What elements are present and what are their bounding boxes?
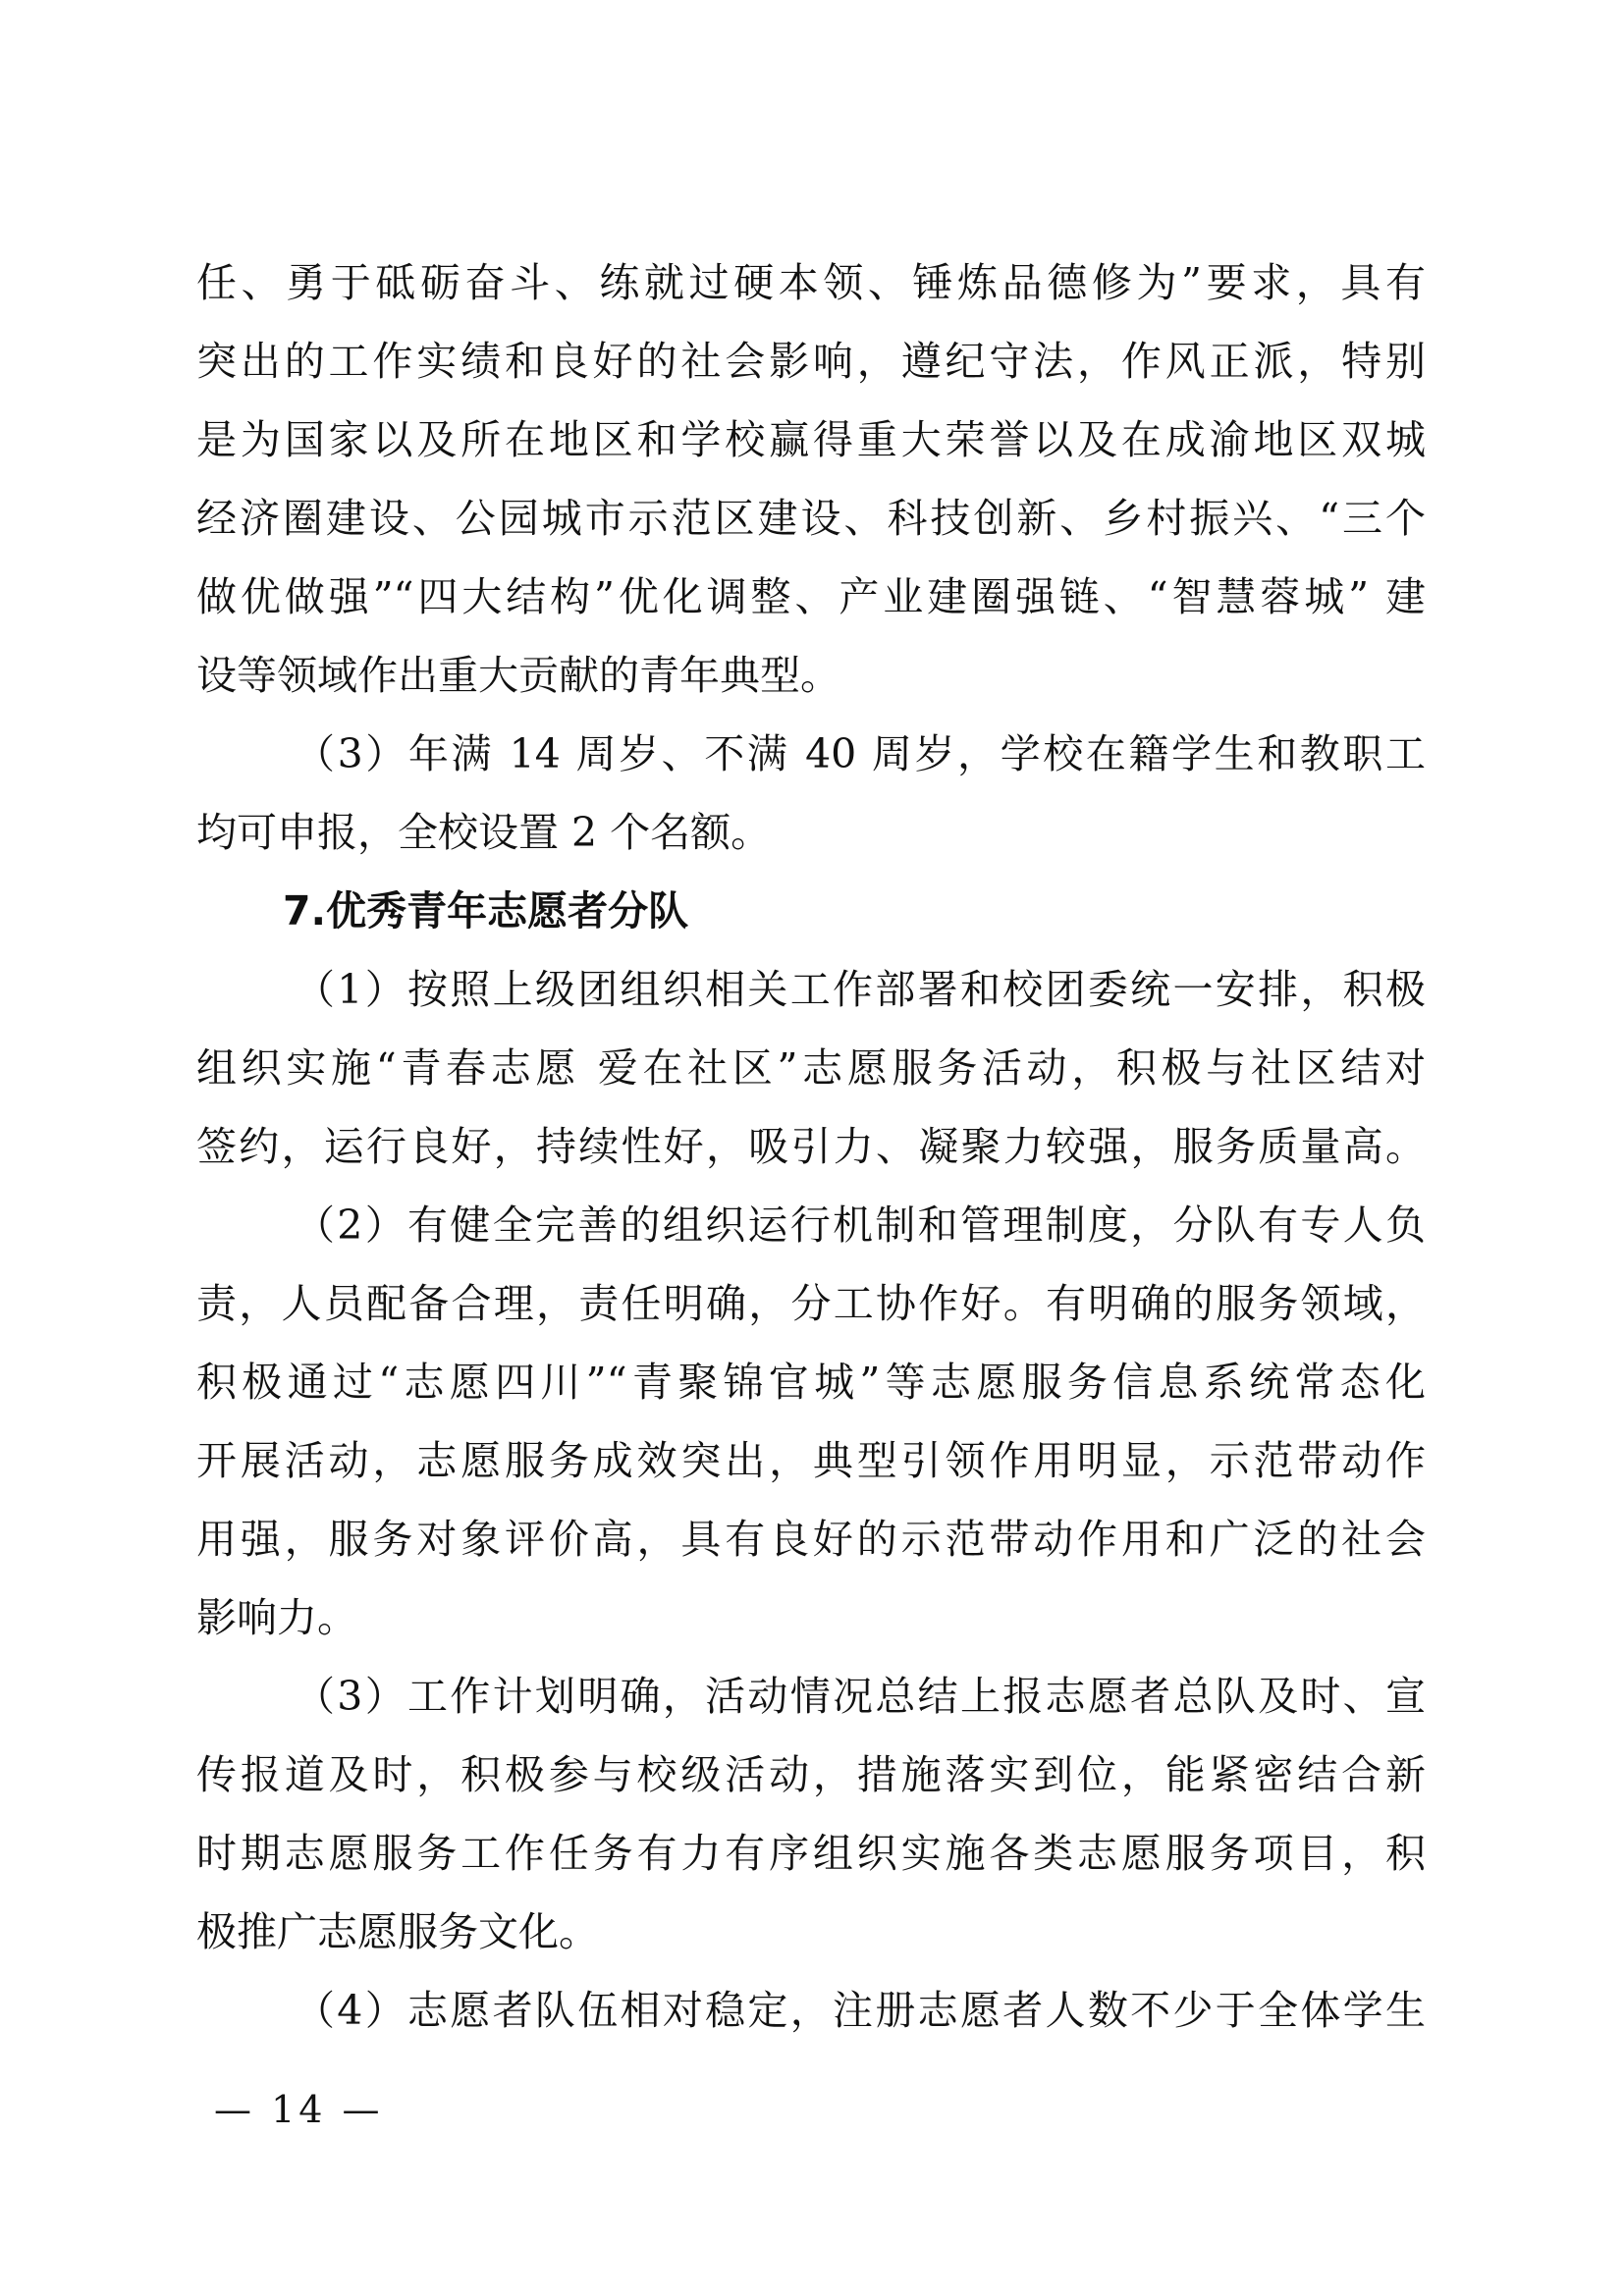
paragraph-line: 组织实施“青春志愿 爱在社区”志愿服务活动，积极与社区结对 (196, 1044, 1426, 1092)
paragraph-line: 传报道及时，积极参与校级活动，措施落实到位，能紧密结合新 (196, 1751, 1426, 1798)
paragraph-line: （1）按照上级团组织相关工作部署和校团委统一安排，积极 (295, 966, 1426, 1013)
paragraph-line: 突出的工作实绩和良好的社会影响，遵纪守法，作风正派，特别 (196, 338, 1426, 385)
paragraph-line: （2）有健全完善的组织运行机制和管理制度，分队有专人负 (295, 1201, 1426, 1249)
paragraph-line: 设等领域作出重大贡献的青年典型。 (196, 652, 840, 699)
paragraph-line: 是为国家以及所在地区和学校赢得重大荣誉以及在成渝地区双城 (196, 416, 1426, 463)
paragraph-line: （3）年满 14 周岁、不满 40 周岁，学校在籍学生和教职工 (295, 730, 1426, 777)
paragraph-line: 积极通过“志愿四川”“青聚锦官城”等志愿服务信息系统常态化 (196, 1359, 1426, 1406)
paragraph-line: 影响力。 (196, 1594, 357, 1641)
paragraph-line: （4）志愿者队伍相对稳定，注册志愿者人数不少于全体学生 (295, 1987, 1426, 2034)
section-heading: 7.优秀青年志愿者分队 (283, 887, 689, 934)
paragraph-line: 做优做强”“四大结构”优化调整、产业建圈强链、“智慧蓉城” 建 (196, 573, 1426, 620)
paragraph-line: 签约，运行良好，持续性好，吸引力、凝聚力较强，服务质量高。 (196, 1123, 1426, 1170)
paragraph-line: 均可申报，全校设置 2 个名额。 (196, 809, 772, 856)
paragraph-line: 时期志愿服务工作任务有力有序组织实施各类志愿服务项目，积 (196, 1830, 1426, 1877)
paragraph-line: （3）工作计划明确，活动情况总结上报志愿者总队及时、宣 (295, 1673, 1426, 1720)
paragraph-line: 开展活动，志愿服务成效突出，典型引领作用明显，示范带动作 (196, 1437, 1426, 1484)
body-text (196, 243, 1426, 2050)
paragraph-line: 经济圈建设、公园城市示范区建设、科技创新、乡村振兴、“三个 (196, 495, 1426, 542)
paragraph-line: 极推广志愿服务文化。 (196, 1908, 599, 1955)
paragraph-line: 用强，服务对象评价高，具有良好的示范带动作用和广泛的社会 (196, 1516, 1426, 1563)
paragraph-line: 任、勇于砥砺奋斗、练就过硬本领、锤炼品德修为”要求，具有 (196, 259, 1426, 306)
paragraph-line: 责，人员配备合理，责任明确，分工协作好。有明确的服务领域， (196, 1280, 1426, 1327)
page-number: — 14 — (214, 2088, 384, 2131)
